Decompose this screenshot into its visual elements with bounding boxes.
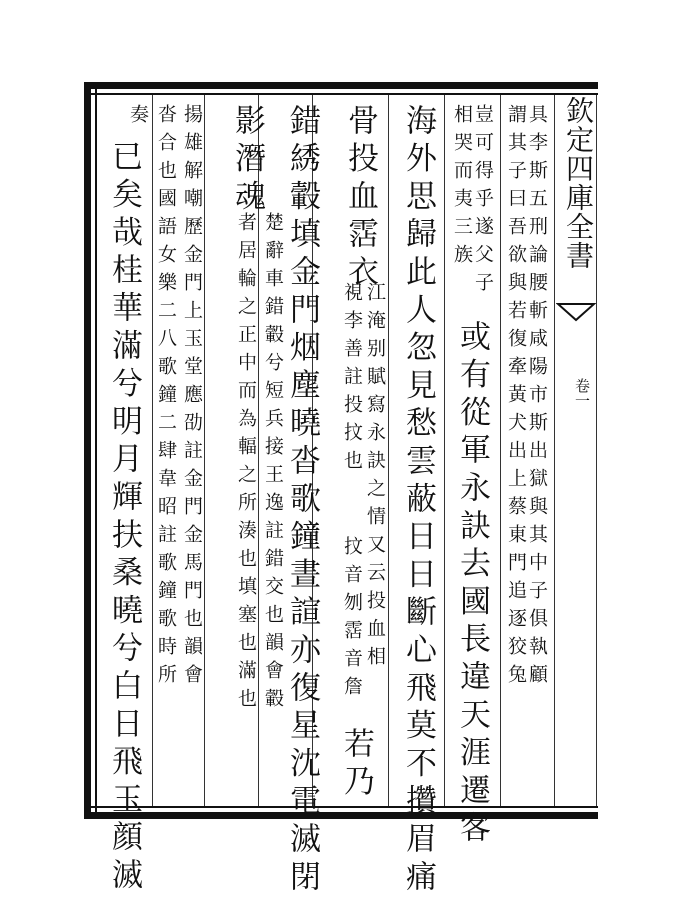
main-text-line: 或有從軍永訣去國長違天涯遷客 — [454, 320, 490, 850]
column-rule — [444, 95, 445, 806]
border-bottom-inner — [84, 806, 598, 808]
border-left — [84, 82, 91, 819]
main-text-line: 已矣哉桂華滿兮明月輝扶桑曉兮白日飛玉顔滅 — [106, 140, 142, 896]
annotation-line: 奏 — [127, 104, 149, 132]
annotation-line: 楚辭車錯轂兮短兵接王逸註錯交也韻會轂 — [262, 212, 284, 716]
column-rule — [500, 95, 501, 806]
main-text-line: 錯綉轂填金門烟塵曉沓歌鐘晝諠亦復星沈電滅閉 — [284, 104, 320, 898]
column-rule — [388, 95, 389, 806]
main-text-line: 骨投血霑衣 — [342, 104, 378, 293]
annotation-line: 豈可得乎遂父子 — [472, 104, 494, 300]
annotation-line: 沓合也國語女樂二八歌鐘二肆韋昭註歌鐘歌時所 — [155, 104, 177, 692]
juan-number: 卷一 — [573, 378, 591, 408]
column-rule — [152, 95, 153, 806]
border-bottom — [84, 812, 598, 819]
annotation-line: 具李斯五刑論腰斬咸陽市斯出獄與其中子俱執顧 — [526, 104, 548, 692]
fishtail-mark-icon — [556, 302, 596, 324]
border-left-inner — [95, 82, 97, 819]
annotation-line: 相哭而夷三族 — [451, 104, 473, 272]
annotation-line: 視李善註投抆也 — [341, 282, 363, 478]
border-top — [84, 82, 598, 89]
column-rule — [204, 95, 205, 806]
border-top-inner — [84, 93, 598, 95]
annotation-line: 揚雄解嘲歷金門上玉堂應劭註金門金馬門也韻會 — [181, 104, 203, 692]
annotation-line: 江淹别賦寫永訣之情又云投血相 — [364, 282, 386, 674]
annotation-line: 謂其子曰吾欲與若復牽黃犬出上蔡東門追逐狡兔 — [505, 104, 527, 692]
annotation-line: 者居輪之正中而為輻之所湊也填塞也滿也 — [235, 212, 257, 716]
annotation-line: 抆音刎霑音詹 — [341, 536, 363, 704]
book-title: 欽定四庫全書 — [562, 96, 595, 270]
main-text-line: 影潛魂 — [229, 104, 265, 218]
main-text-line: 若乃 — [338, 727, 374, 803]
main-text-line: 海外思歸此人忽見愁雲蔽日日斷心飛莫不攢眉痛 — [400, 104, 436, 898]
